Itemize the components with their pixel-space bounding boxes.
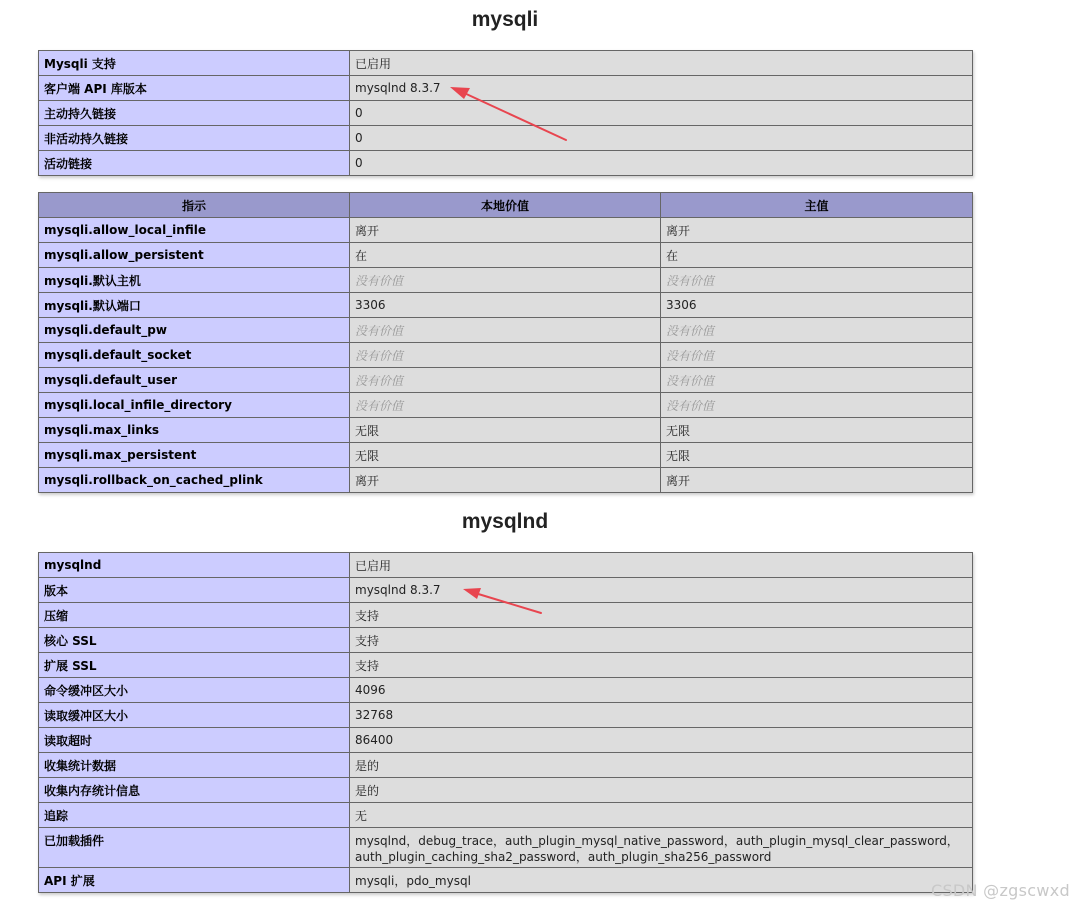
table-row [39,418,973,443]
row-value: 支持 [350,628,973,653]
directive-name: mysqli.default_user [39,368,350,393]
row-label: mysqlnd [39,553,350,578]
table-row [39,443,973,468]
table-header-row [39,193,973,218]
table-row [39,628,973,653]
table-row [39,51,973,76]
master-value: 离开 [661,218,973,243]
master-value: 离开 [661,468,973,493]
row-label: 主动持久链接 [39,101,350,126]
master-value [661,268,973,293]
directive-name: mysqli.local_infile_directory [39,393,350,418]
row-label: 活动链接 [39,151,350,176]
table-row [39,603,973,628]
table-row [39,803,973,828]
table-row [39,318,973,343]
local-value [350,368,661,393]
directive-name: mysqli.max_persistent [39,443,350,468]
row-value: mysqlnd，debug_trace，auth_plugin_mysql_native_password，auth_plugin_mysql_clear_password，auth_plugin_caching_sha2_password，auth_plugin_sha256_password [350,828,973,868]
row-value: 0 [350,126,973,151]
row-label: 追踪 [39,803,350,828]
watermark: CSDN @zgscwxd [930,881,1070,900]
section-title-mysqlnd: mysqlnd [461,510,549,533]
table-row [39,218,973,243]
row-value: mysqli，pdo_mysql [350,868,973,893]
master-value [661,393,973,418]
directive-name: mysqli.allow_persistent [39,243,350,268]
no-value-text: 没有价值 [355,373,404,388]
table-row [39,343,973,368]
directive-name: mysqli.max_links [39,418,350,443]
row-label: 读取超时 [39,728,350,753]
local-value: 3306 [350,293,661,318]
master-value [661,318,973,343]
table-row [39,101,973,126]
table-row [39,468,973,493]
directive-name: mysqli.allow_local_infile [39,218,350,243]
no-value-text: 没有价值 [666,398,715,413]
mysqlnd-info-table [38,552,973,893]
row-value: mysqlnd 8.3.7 [350,578,973,603]
local-value: 离开 [350,468,661,493]
column-header-local-value: 本地价值 [350,193,661,218]
no-value-text: 没有价值 [355,273,404,288]
master-value [661,343,973,368]
master-value: 无限 [661,418,973,443]
no-value-text: 没有价值 [355,348,404,363]
table-row [39,368,973,393]
table-row [39,678,973,703]
row-label: 收集统计数据 [39,753,350,778]
table-row [39,703,973,728]
row-label: 核心 SSL [39,628,350,653]
row-label: 客户端 API 库版本 [39,76,350,101]
directive-name: mysqli.default_pw [39,318,350,343]
local-value [350,318,661,343]
row-value: 已启用 [350,553,973,578]
mysqli-info-table [38,50,973,176]
no-value-text: 没有价值 [355,398,404,413]
row-value: 是的 [350,753,973,778]
table-row [39,553,973,578]
row-label: 版本 [39,578,350,603]
row-value: 0 [350,151,973,176]
directive-name: mysqli.默认主机 [39,268,350,293]
section-title-mysqli: mysqli [471,8,539,31]
row-label: 压缩 [39,603,350,628]
row-value: mysqlnd 8.3.7 [350,76,973,101]
row-label: 收集内存统计信息 [39,778,350,803]
table-row [39,828,973,868]
no-value-text: 没有价值 [666,373,715,388]
row-label: 命令缓冲区大小 [39,678,350,703]
table-row [39,268,973,293]
row-label: 已加载插件 [39,828,350,868]
row-value: 支持 [350,653,973,678]
row-label: 扩展 SSL [39,653,350,678]
local-value: 无限 [350,418,661,443]
table-row [39,126,973,151]
directive-name: mysqli.rollback_on_cached_plink [39,468,350,493]
master-value: 3306 [661,293,973,318]
row-value: 已启用 [350,51,973,76]
row-value: 86400 [350,728,973,753]
row-value: 4096 [350,678,973,703]
column-header-directive: 指示 [39,193,350,218]
table-row [39,578,973,603]
table-row [39,778,973,803]
table-row [39,728,973,753]
table-row [39,76,973,101]
directive-name: mysqli.default_socket [39,343,350,368]
row-label: 非活动持久链接 [39,126,350,151]
row-value: 支持 [350,603,973,628]
no-value-text: 没有价值 [666,323,715,338]
row-value: 32768 [350,703,973,728]
local-value: 离开 [350,218,661,243]
mysqli-directives-table [38,192,973,493]
local-value [350,268,661,293]
row-value: 是的 [350,778,973,803]
master-value: 在 [661,243,973,268]
table-row [39,868,973,893]
column-header-master-value: 主值 [661,193,973,218]
row-value: 无 [350,803,973,828]
row-label: 读取缓冲区大小 [39,703,350,728]
local-value [350,393,661,418]
no-value-text: 没有价值 [355,323,404,338]
no-value-text: 没有价值 [666,273,715,288]
table-row [39,753,973,778]
local-value [350,343,661,368]
row-label: API 扩展 [39,868,350,893]
row-value: 0 [350,101,973,126]
no-value-text: 没有价值 [666,348,715,363]
local-value: 在 [350,243,661,268]
master-value [661,368,973,393]
table-row [39,151,973,176]
table-row [39,243,973,268]
local-value: 无限 [350,443,661,468]
master-value: 无限 [661,443,973,468]
table-row [39,393,973,418]
directive-name: mysqli.默认端口 [39,293,350,318]
table-row [39,653,973,678]
table-row [39,293,973,318]
row-label: Mysqli 支持 [39,51,350,76]
